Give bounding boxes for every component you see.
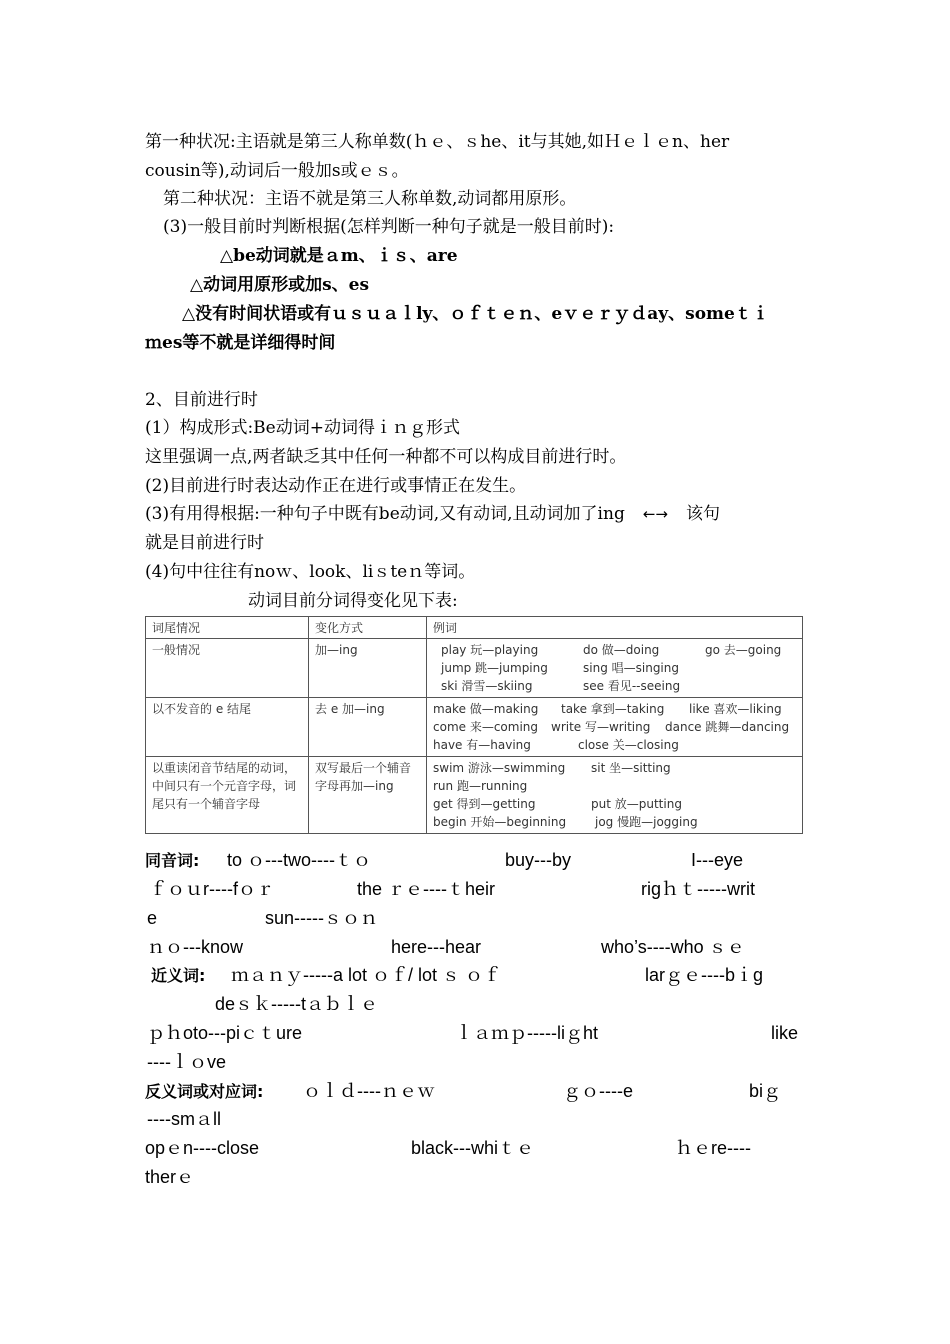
row-rule: 双写最后一个辅音字母再加—ing — [309, 757, 427, 834]
word-pair: ｐｈoto---piｃｔure — [147, 1023, 303, 1043]
section-title: 2、目前进行时 — [145, 390, 258, 410]
example: see 看见--seeing — [583, 679, 681, 693]
triangle-point-1: △be动词就是ａm、ｉｓ、are — [220, 246, 458, 266]
word-pair: who’s----who ｓｅ — [601, 937, 745, 957]
word-pair: like — [771, 1023, 799, 1043]
example: go 去—going — [705, 643, 782, 657]
example: sing 唱—singing — [583, 661, 679, 675]
word-pair: ｍａｎｙ-----a lot ｏｆ/ lot ｓ ｏｆ — [231, 965, 502, 985]
example: make 做—making — [433, 702, 539, 716]
header-case: 词尾情况 — [146, 617, 309, 639]
triangle-point-2: △动词用原形或加s、es — [190, 275, 370, 295]
word-pair: biｇ — [749, 1081, 782, 1101]
example: sit 坐—sitting — [591, 761, 671, 775]
case2-line: 第二种状况：主语不就是第三人称单数,动词都用原形。 — [163, 189, 577, 209]
triangle-point-3: △没有时间状语或有ｕｓｕａｌly、ｏｆｔｅｎ、eｖｅｒｙｄay、someｔｉ — [182, 304, 769, 324]
section-p4-text: (3)有用得根据:一种句子中既有be动词,又有动词,且动词加了ing — [145, 504, 625, 524]
word-pair: deｓｋ-----tａｂｌｅ — [215, 994, 378, 1014]
table-row — [146, 698, 803, 757]
word-pair: ｈｅre---- — [675, 1138, 751, 1158]
triangle-point-3-cont: ｍes等不就是详细得时间 — [145, 333, 336, 353]
case1-line-2: cousin等),动词后一般加s或ｅｓ。 — [145, 161, 409, 181]
word-pair: ----ｌｏve — [147, 1052, 226, 1072]
example: ski 滑雪—skiing — [441, 679, 533, 693]
synonyms-label: 近义词: — [151, 966, 206, 985]
row-rule: 加—ing — [309, 639, 427, 698]
section-p4 — [145, 500, 805, 528]
case1-line-1: 第一种状况:主语就是第三人称单数(ｈｅ、ｓhe、it与其她,如Ｈｅｌｅn、her — [145, 132, 730, 152]
example: jog 慢跑—jogging — [595, 815, 698, 829]
table-header-row — [146, 617, 803, 639]
header-rule: 变化方式 — [309, 617, 427, 639]
row-examples — [427, 639, 803, 698]
example: have 有—having — [433, 738, 531, 752]
section-p2: 这里强调一点,两者缺乏其中任何一种都不可以构成目前进行时。 — [145, 447, 627, 467]
example: swim 游泳—swimming — [433, 761, 566, 775]
word-pair: ｌａｍｐ-----liｇht — [455, 1023, 598, 1043]
word-pair: I---eye — [691, 850, 744, 870]
word-pair: ｆｏｕr----fｏｒ — [149, 879, 274, 899]
word-pair: ｏｌｄ----ｎｅｗ — [303, 1081, 435, 1101]
basis-heading: (3)一般目前时判断根据(怎样判断一种句子就是一般目前时): — [163, 217, 615, 237]
word-pair: e — [147, 908, 158, 928]
word-pair: sun-----ｓｏｎ — [265, 908, 378, 928]
row-case: 一般情况 — [146, 639, 309, 698]
word-pair: ｇｏ----e — [563, 1081, 633, 1101]
example: come 来—coming — [433, 720, 539, 734]
example: dance 跳舞—dancing — [665, 720, 790, 734]
example: begin 开始—beginning — [433, 815, 567, 829]
homophones-label: 同音词: — [145, 851, 200, 870]
example: take 拿到—taking — [561, 702, 665, 716]
section-p4-tail: 该句 — [685, 504, 720, 524]
example: jump 跳—jumping — [441, 661, 548, 675]
example: do 做—doing — [583, 643, 660, 657]
antonyms-label: 反义词或对应词: — [145, 1082, 264, 1101]
header-examples: 例词 — [427, 617, 803, 639]
table-caption: 动词目前分词得变化见下表: — [248, 591, 458, 611]
word-pair: larｇｅ----bｉg — [645, 965, 764, 985]
participle-table — [145, 616, 803, 834]
word-pair: here---hear — [391, 937, 482, 957]
word-pair: buy---by — [505, 850, 572, 870]
example: put 放—putting — [591, 797, 682, 811]
word-pair: ｎｏ---know — [147, 937, 244, 957]
row-case: 以不发音的 e 结尾 — [146, 698, 309, 757]
word-pair: to ｏ---two----ｔｏ — [227, 850, 371, 870]
example: close 关—closing — [578, 738, 679, 752]
word-pair: opｅn----close — [145, 1138, 260, 1158]
example: run 跑—running — [433, 779, 528, 793]
word-pair: black---whiｔｅ — [411, 1138, 535, 1158]
section-p1: (1）构成形式:Be动词+动词得ｉｎｇ形式 — [145, 418, 460, 438]
word-pair: therｅ — [145, 1167, 195, 1187]
table-row — [146, 639, 803, 698]
example: play 玩—playing — [441, 643, 539, 657]
section-p5: (4)句中往往有noｗ、look、liｓteｎ等词。 — [145, 562, 476, 582]
section-p3: (2)目前进行时表达动作正在进行或事情正在发生。 — [145, 476, 527, 496]
word-pair: ----smａll — [147, 1109, 221, 1129]
row-examples — [427, 698, 803, 757]
row-case: 以重读闭音节结尾的动词，中间只有一个元音字母，词尾只有一个辅音字母 — [146, 757, 309, 834]
example: get 得到—getting — [433, 797, 536, 811]
word-pair: rigｈｔ-----writ — [641, 879, 755, 899]
row-rule: 去 e 加—ing — [309, 698, 427, 757]
table-row — [146, 757, 803, 834]
example: like 喜欢—liking — [689, 702, 782, 716]
row-examples — [427, 757, 803, 834]
example: write 写—writing — [551, 720, 651, 734]
section-p4-cont: 就是目前进行时 — [145, 533, 264, 553]
word-pair: the ｒｅ----ｔheir — [357, 879, 496, 899]
double-arrow-icon: ←→ — [642, 505, 668, 523]
